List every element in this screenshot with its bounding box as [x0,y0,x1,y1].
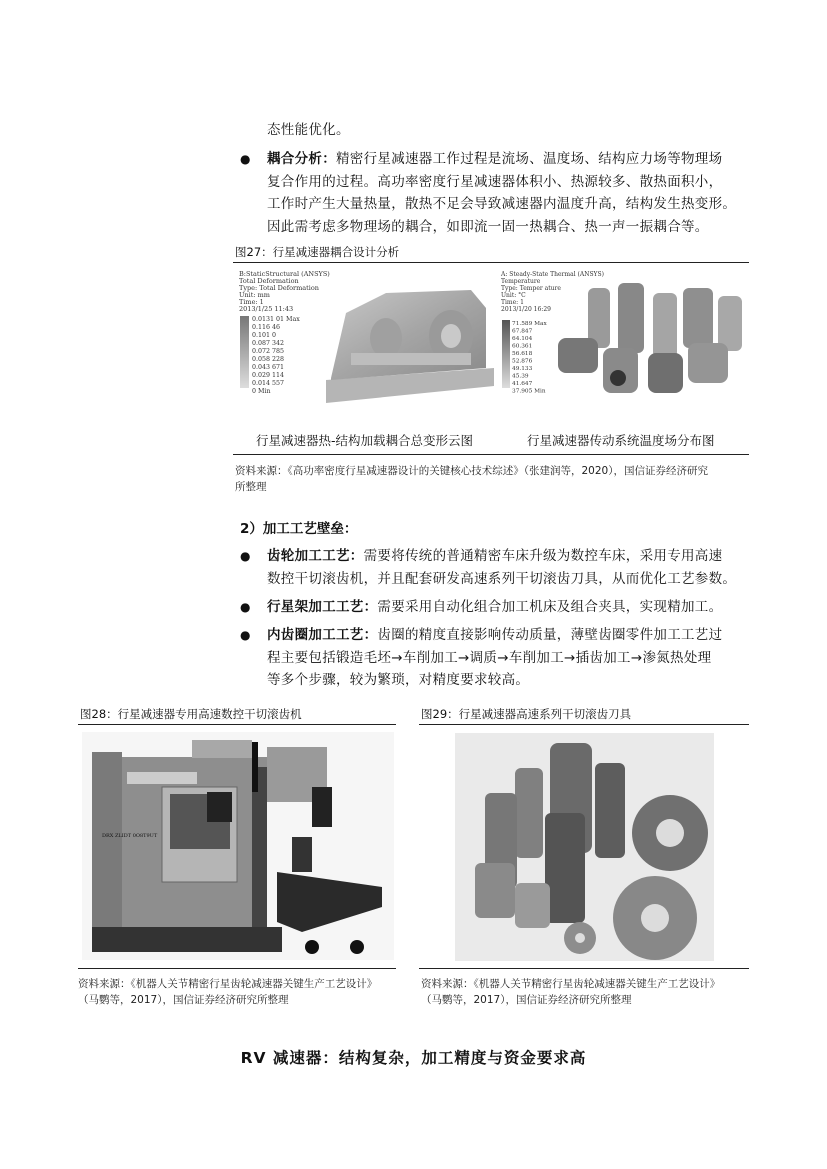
ring-gear-process-line-2: 程主要包括锻造毛坯→车削加工→调质→车削加工→插齿加工→渗氮热处理 [267,649,712,666]
machine-label-0: DRX [102,833,114,839]
temp-header-1: Temperature [501,278,541,285]
temp-legend-bar [502,320,510,388]
temp-header-3: Unit: °C [501,292,526,299]
def-header-5: 2013/1/25 11:43 [239,305,294,313]
fig29-caption: 图29：行星减速器高速系列干切滚齿刀具 [421,707,632,721]
fig27-bottom-rule [233,454,749,455]
fig27-source-line-2: 所整理 [235,481,267,493]
ring-gear-process-paragraph [267,624,749,692]
def-legend-9: 0 Min [252,388,271,395]
temp-legend-0: 71.589 Max [512,321,547,327]
def-header-2: Type: Total Deformation [239,284,319,292]
section2-heading: 2）加工工艺壁垒： [240,521,358,537]
bullet-dot: ● [240,600,251,614]
temp-legend-4: 56.618 [512,351,533,357]
gearbox-housing-shape [326,290,494,403]
fig28-top-rule [78,724,396,725]
def-header-0: B:StaticStructural (ANSYS) [239,270,330,278]
temp-header-5: 2013/1/20 16:29 [501,306,551,313]
fig27-left-label: 行星减速器热-结构加载耦合总变形云图 [256,433,474,448]
hob-cutters-illustration [455,733,714,961]
machine-label-1: ZLIDT 0O8T9UT [115,833,158,839]
gear-train-shape [558,283,742,393]
ring-gear-process-line-3: 等多个步骤，较为繁琐，对精度要求较高。 [267,672,530,688]
ring-gear-process-term: 内齿圈加工工艺： [267,627,378,643]
def-legend-5: 0.058 228 [252,356,285,363]
coupling-paragraph [267,148,749,238]
temp-legend-8: 41.647 [512,381,533,387]
hobbing-machine-illustration [82,732,394,960]
temp-legend-9: 37.905 Min [512,388,546,395]
coupling-line-4: 因此需考虑多物理场的耦合，如即流一固一热耦合、热一声一振耦合等。 [267,218,709,235]
def-legend-1: 0.116 46 [252,324,281,331]
fig28-bottom-rule [78,968,396,969]
def-legend-2: 0.101 0 [252,332,277,339]
gear-process-paragraph [267,545,749,590]
def-legend-7: 0.029 114 [252,372,285,379]
temp-header-0: A: Steady-State Thermal (ANSYS) [501,271,604,278]
gear-process-line-2: 数控干切滚齿机，并且配套研发高速系列干切滚齿刀具，从而优化工艺参数。 [267,570,737,587]
fig27-deformation-image [236,268,498,420]
ring-gear-process-line-1: 齿圈的精度直接影响传动质量，薄壁齿圈零件加工工艺过 [377,627,723,643]
def-header-1: Total Deformation [239,277,299,285]
temp-legend-1: 67.847 [512,328,533,335]
temp-legend-5: 52.876 [512,358,533,365]
def-legend-6: 0.043 671 [252,364,285,371]
def-header-4: Time: 1 [239,298,264,306]
carrier-process-term: 行星架加工工艺： [267,599,378,615]
temp-header-2: Type: Temper ature [501,285,561,292]
fig27-right-label: 行星减速器传动系统温度场分布图 [527,433,715,448]
fig27-source-line-1: 资料来源：《高功率密度行星减速器设计的关键核心技术综述》（张建润等，2020），国信证券经济研究 [235,465,708,477]
fig29-hob-cutter-image [455,733,714,961]
bullet-dot: ● [240,549,251,563]
fig28-caption: 图28：行星减速器专用高速数控干切滚齿机 [80,707,302,721]
gear-process-term: 齿轮加工工艺： [267,548,364,564]
bullet-dot: ● [240,628,251,642]
temp-legend-7: 45.39 [512,373,529,380]
intro-line: 态性能优化。 [267,122,350,138]
fig29-source-line-1: 资料来源：《机器人关节精密行星齿轮减速器关键生产工艺设计》 [421,978,721,990]
coupling-line-2: 复合作用的过程。高功率密度行星减速器体积小、热源较多、散热面积小， [267,173,723,190]
coupling-line-1: 精密行星减速器工作过程是流场、温度场、结构应力场等物理场 [336,151,723,167]
temp-legend-3: 60.361 [512,343,533,350]
temp-legend-2: 64.104 [512,336,533,342]
def-legend-0: 0.0131 01 Max [252,316,300,323]
carrier-process-line-1: 需要采用自动化组合加工机床及组合夹具，实现精加工。 [377,599,723,615]
def-header-3: Unit: mm [239,291,270,299]
fig27-caption: 图27：行星减速器耦合设计分析 [235,245,400,259]
fig28-source [78,976,408,1008]
fig28-source-line-2: （马鹦等，2017），国信证券经济研究所整理 [78,994,289,1006]
fig29-top-rule [419,724,749,725]
fig29-bottom-rule [419,968,749,969]
fig27-temperature-image [498,268,750,420]
carrier-process-paragraph [267,596,749,619]
bullet-dot: ● [240,152,251,166]
gear-process-line-1: 需要将传统的普通精密车床升级为数控车床，采用专用高速 [363,548,723,564]
fig29-source-line-2: （马鹦等，2017），国信证券经济研究所整理 [421,994,632,1006]
coupling-line-3: 工作时产生大量热量，散热不足会导致减速器内温度升高，结构发生热变形。 [267,196,737,212]
def-legend-3: 0.087 342 [252,340,285,347]
fig28-machine-image [82,732,394,960]
coupling-term: 耦合分析： [267,151,336,167]
fig29-source [421,976,761,1008]
deformation-plot [236,268,498,420]
fig28-source-line-1: 资料来源：《机器人关节精密行星齿轮减速器关键生产工艺设计》 [78,978,378,990]
def-legend-8: 0.014 557 [252,380,285,387]
temp-header-4: Time: 1 [501,299,524,306]
def-legend-4: 0.072 785 [252,348,285,355]
def-legend-bar [240,316,249,388]
temp-legend-6: 49.133 [512,366,533,372]
temperature-plot [498,268,750,420]
fig27-top-rule [233,262,749,263]
rv-reducer-section-title: RV 减速器：结构复杂，加工精度与资金要求高 [240,1049,587,1067]
fig27-source [235,463,755,495]
